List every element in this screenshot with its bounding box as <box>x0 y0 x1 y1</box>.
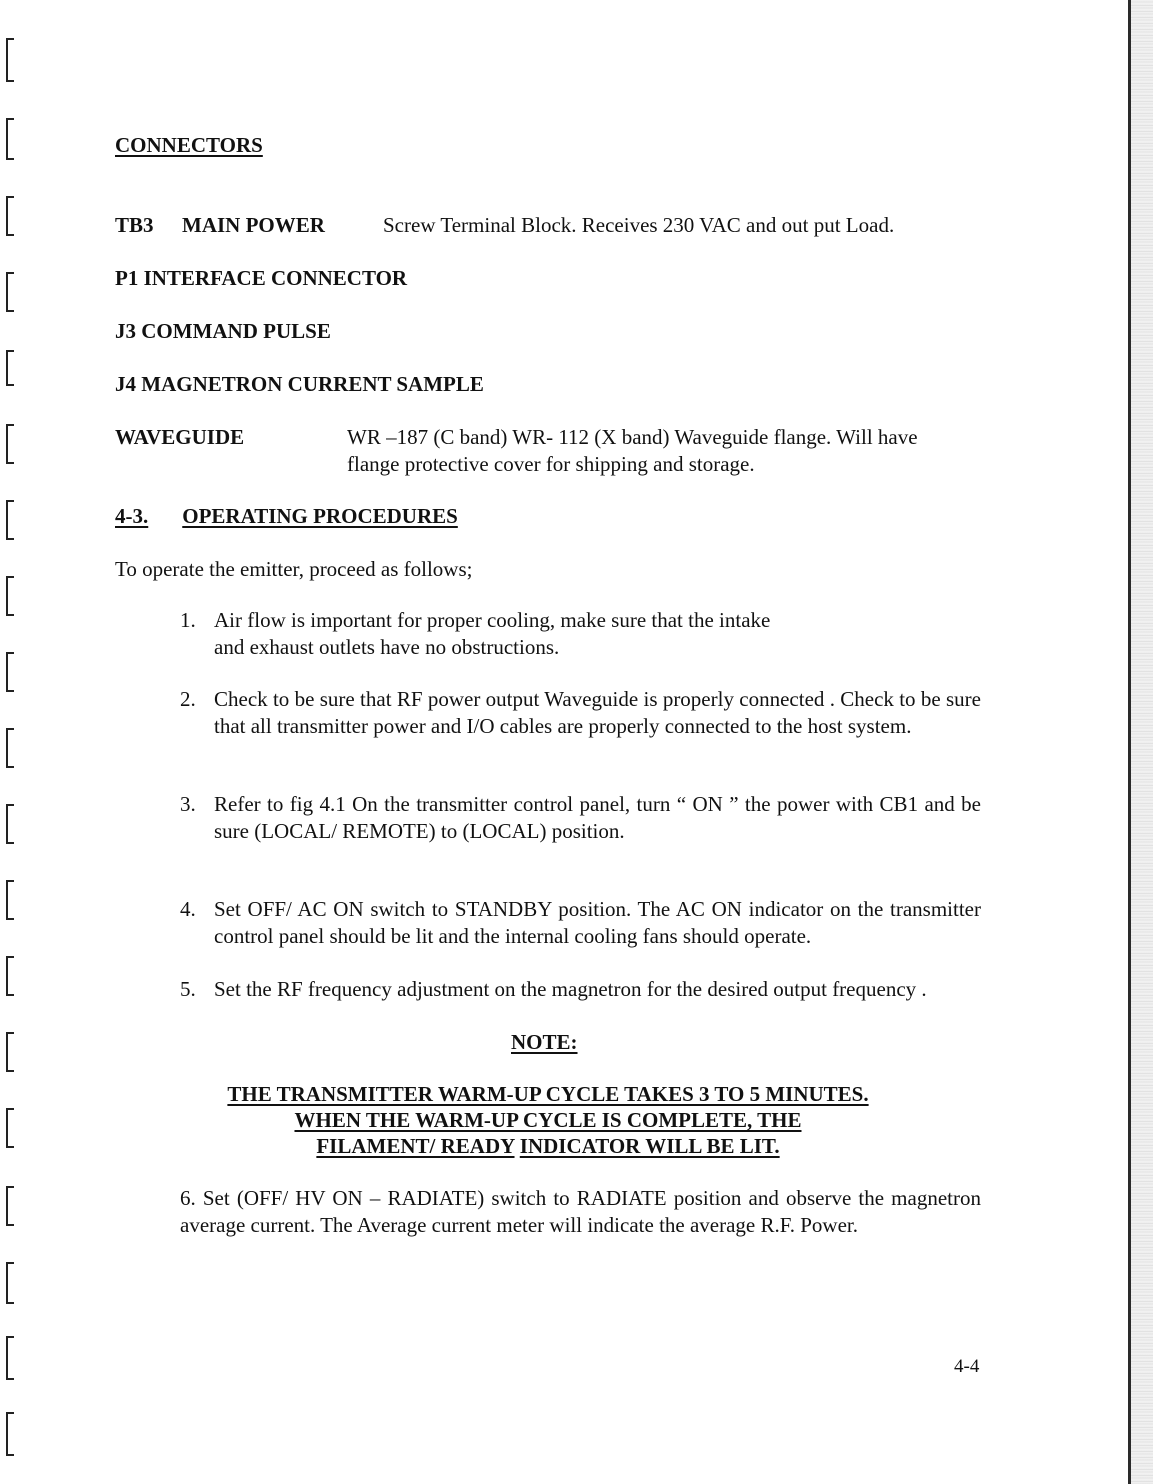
step-number: 5. <box>180 977 196 1001</box>
binding-mark <box>6 500 18 540</box>
note-line3 <box>180 1133 916 1160</box>
note-title: NOTE: <box>511 1030 578 1054</box>
binding-mark <box>6 576 18 616</box>
note-line2: WHEN THE WARM-UP CYCLE IS COMPLETE, THE <box>294 1108 802 1132</box>
step-5-text: Set the RF frequency adjustment on the magnetron for the desired output frequency . <box>214 977 927 1001</box>
step-number: 3. <box>180 792 196 816</box>
note-line3-part2: INDICATOR WILL BE LIT. <box>519 1134 780 1158</box>
j4-connector: J4 MAGNETRON CURRENT SAMPLE <box>115 372 484 396</box>
page-number: 4-4 <box>954 1356 980 1377</box>
binding-mark <box>6 652 18 692</box>
binding-mark <box>6 118 18 160</box>
step-number: 2. <box>180 687 196 711</box>
waveguide-label: WAVEGUIDE <box>115 425 245 449</box>
binding-mark <box>6 1412 18 1456</box>
binding-mark <box>6 1032 18 1072</box>
binding-mark <box>6 38 18 82</box>
tb3-name: MAIN POWER <box>182 213 325 237</box>
binding-mark <box>6 804 18 844</box>
step-1-line2: and exhaust outlets have no obstructions. <box>214 635 560 659</box>
note-line1: THE TRANSMITTER WARM-UP CYCLE TAKES 3 TO 5 MINUTES. <box>227 1082 869 1106</box>
section-intro: To operate the emitter, proceed as follows; <box>115 557 473 581</box>
step-3-text: Refer to fig 4.1 On the transmitter control panel, turn “ ON ” the power with CB1 and be sure (LOCAL/ REMOTE) to (LOCAL) position. <box>214 792 981 843</box>
tb3-description: Screw Terminal Block. Receives 230 VAC and out put Load. <box>383 213 895 237</box>
tb3-code: TB3 <box>115 213 154 237</box>
binding-mark <box>6 956 18 996</box>
binding-mark <box>6 424 18 464</box>
scan-edge-shadow <box>1128 0 1153 1484</box>
binding-mark <box>6 196 18 236</box>
waveguide-desc-line1: WR –187 (C band) WR- 112 (X band) Waveguide flange. Will have <box>347 425 918 449</box>
step-1-line1: Air flow is important for proper cooling, make sure that the intake <box>214 608 771 632</box>
binding-mark <box>6 1108 18 1148</box>
binding-mark <box>6 1262 18 1304</box>
binding-mark <box>6 1336 18 1380</box>
binding-mark <box>6 728 18 768</box>
step-4-text: Set OFF/ AC ON switch to STANDBY position. The AC ON indicator on the transmitter control panel should be lit and the internal cooling fans should operate. <box>214 897 981 948</box>
binding-mark <box>6 880 18 920</box>
note-line3-part1: FILAMENT/ READY <box>316 1134 515 1158</box>
section-title: OPERATING PROCEDURES <box>182 504 458 528</box>
binding-mark <box>6 350 18 386</box>
step-number: 4. <box>180 897 196 921</box>
step-number: 1. <box>180 608 196 632</box>
step-6-text: 6. Set (OFF/ HV ON – RADIATE) switch to RADIATE position and observe the magnetron average current. The Average current meter will indicate the average R.F. Power. <box>180 1186 981 1237</box>
connectors-heading: CONNECTORS <box>115 133 263 157</box>
binding-mark <box>6 1186 18 1226</box>
section-number: 4-3. <box>115 504 149 528</box>
step-2-text: Check to be sure that RF power output Waveguide is properly connected . Check to be sure that all transmitter power and I/O cables are properly connected to the host system. <box>214 687 981 738</box>
section-heading <box>115 503 458 530</box>
j3-connector: J3 COMMAND PULSE <box>115 319 331 343</box>
binding-mark <box>6 272 18 312</box>
p1-connector: P1 INTERFACE CONNECTOR <box>115 266 408 290</box>
waveguide-desc-line2: flange protective cover for shipping and storage. <box>347 452 755 476</box>
